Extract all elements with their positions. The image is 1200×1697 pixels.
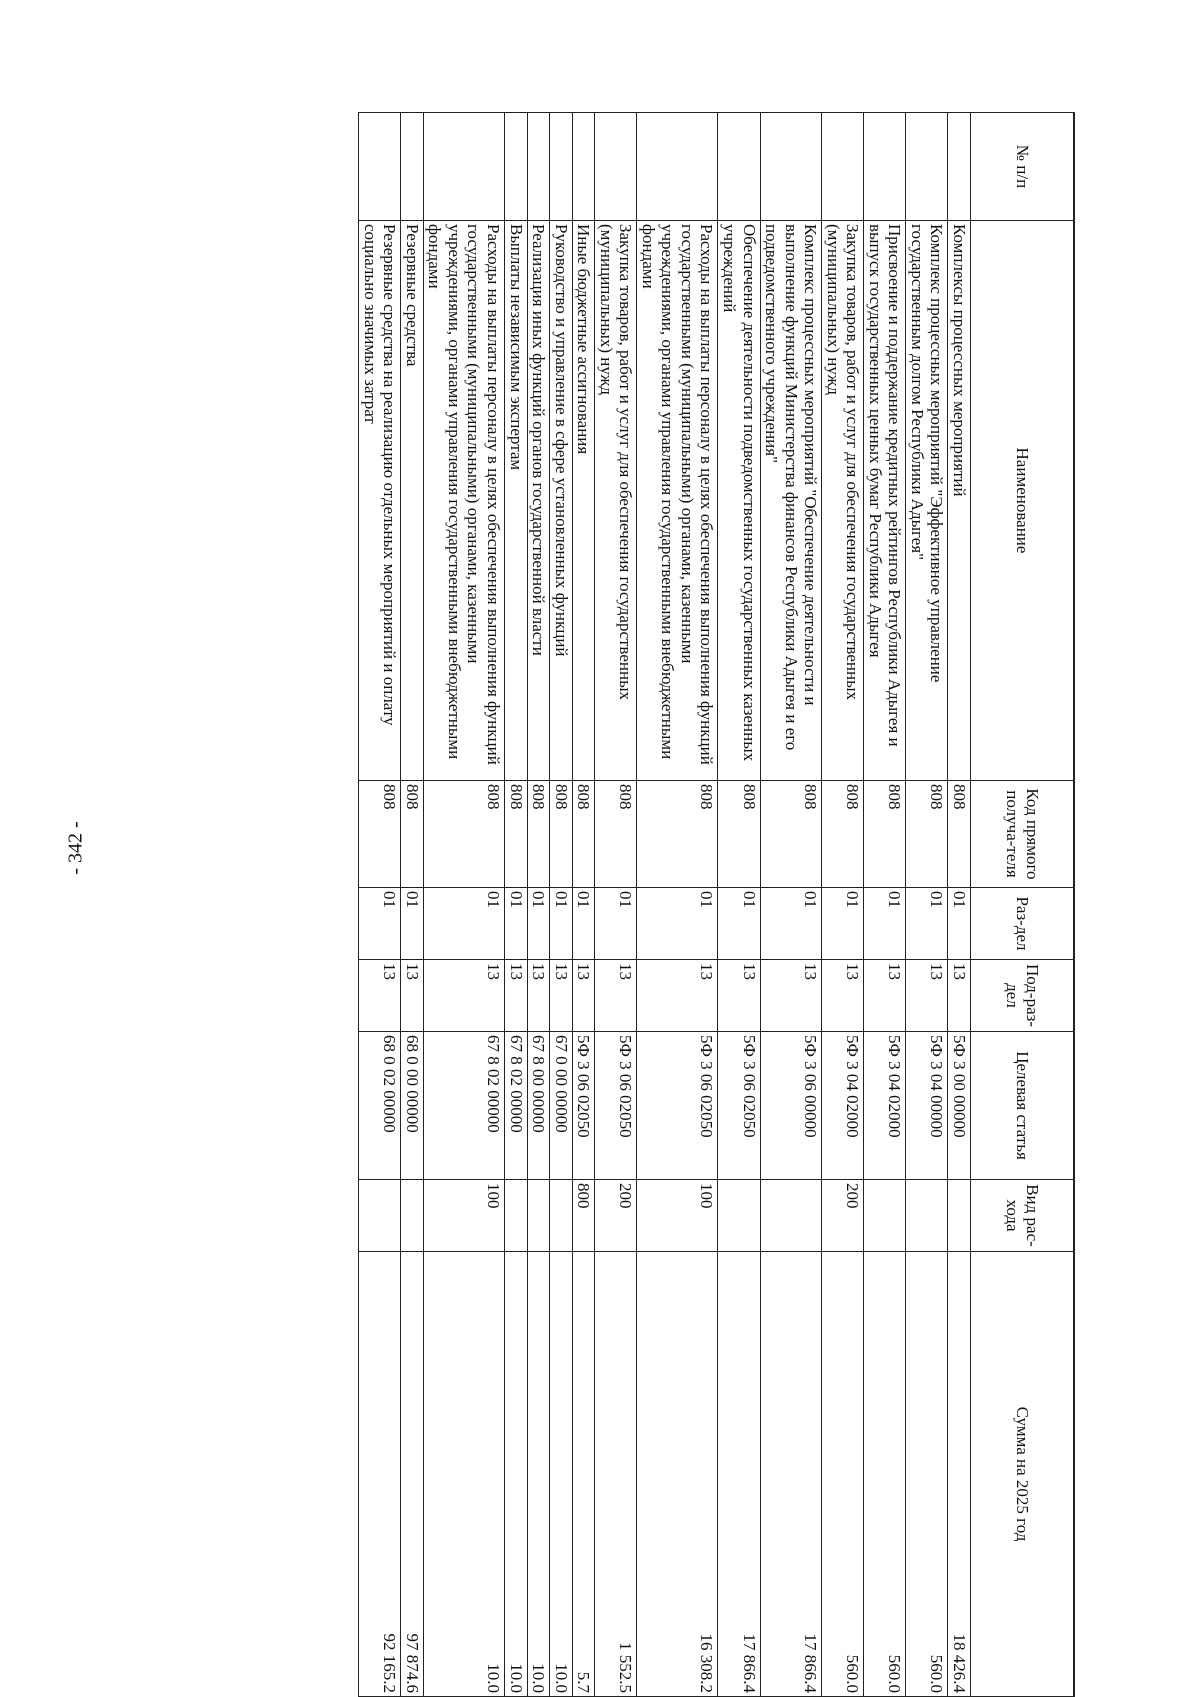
cell-type bbox=[550, 1180, 573, 1252]
cell-target: 5Ф 3 06 02050 bbox=[595, 1032, 637, 1180]
cell-target: 5Ф 3 00 00000 bbox=[948, 1032, 971, 1180]
cell-target: 5Ф 3 06 02050 bbox=[718, 1032, 760, 1180]
header-code: Код прямого получа-теля bbox=[971, 781, 1075, 888]
header-num: № п/п bbox=[971, 113, 1075, 221]
cell-code: 808 bbox=[906, 781, 948, 888]
cell-subsection: 13 bbox=[906, 960, 948, 1032]
cell-subsection: 13 bbox=[423, 960, 504, 1032]
cell-section: 01 bbox=[504, 888, 527, 960]
cell-sum: 560.0 bbox=[906, 1252, 948, 1697]
cell-code: 808 bbox=[527, 781, 550, 888]
cell-subsection: 13 bbox=[401, 960, 424, 1032]
cell-target: 68 0 02 00000 bbox=[359, 1032, 401, 1180]
cell-section: 01 bbox=[359, 888, 401, 960]
page-number: - 342 - bbox=[64, 821, 87, 875]
cell-subsection: 13 bbox=[550, 960, 573, 1032]
cell-num bbox=[595, 113, 637, 221]
cell-section: 01 bbox=[760, 888, 822, 960]
cell-name: Обеспечение деятельности подведомственных государственных казенных учреждений bbox=[718, 221, 760, 781]
cell-subsection: 13 bbox=[637, 960, 718, 1032]
cell-target: 5Ф 3 06 00000 bbox=[760, 1032, 822, 1180]
cell-name: Комплекс процессных мероприятий "Эффективное управление государственным долгом Республики Адыгея" bbox=[906, 221, 948, 781]
cell-type bbox=[359, 1180, 401, 1252]
cell-sum: 10.0 bbox=[550, 1252, 573, 1697]
table-row bbox=[550, 113, 573, 1697]
cell-type bbox=[401, 1180, 424, 1252]
cell-section: 01 bbox=[572, 888, 595, 960]
table-row bbox=[948, 113, 971, 1697]
cell-subsection: 13 bbox=[822, 960, 864, 1032]
cell-name: Иные бюджетные ассигнования bbox=[572, 221, 595, 781]
cell-section: 01 bbox=[550, 888, 573, 960]
cell-sum: 16 308.2 bbox=[637, 1252, 718, 1697]
cell-code: 808 bbox=[718, 781, 760, 888]
cell-code: 808 bbox=[550, 781, 573, 888]
header-subsection: Под-раз-дел bbox=[971, 960, 1075, 1032]
cell-code: 808 bbox=[760, 781, 822, 888]
header-name: Наименование bbox=[971, 221, 1075, 781]
cell-name: Реализация иных функций органов государственной власти bbox=[527, 221, 550, 781]
cell-section: 01 bbox=[906, 888, 948, 960]
cell-subsection: 13 bbox=[718, 960, 760, 1032]
table-row bbox=[359, 113, 401, 1697]
cell-name: Присвоение и поддержание кредитных рейтингов Республики Адыгея и выпуск государственных ценных бумаг Республики Адыгея bbox=[864, 221, 906, 781]
cell-type: 200 bbox=[595, 1180, 637, 1252]
cell-code: 808 bbox=[948, 781, 971, 888]
cell-subsection: 13 bbox=[948, 960, 971, 1032]
cell-code: 808 bbox=[864, 781, 906, 888]
table-row bbox=[504, 113, 527, 1697]
cell-name: Расходы на выплаты персоналу в целях обеспечения выполнения функций государственными (муниципальными) органами, казенными учреждениями, органами управления государственными внебюджетными фондами bbox=[637, 221, 718, 781]
cell-type bbox=[504, 1180, 527, 1252]
cell-name: Выплаты независимым экспертам bbox=[504, 221, 527, 781]
cell-code: 808 bbox=[401, 781, 424, 888]
cell-section: 01 bbox=[637, 888, 718, 960]
cell-name: Закупка товаров, работ и услуг для обеспечения государственных (муниципальных) нужд bbox=[822, 221, 864, 781]
cell-sum: 92 165.2 bbox=[359, 1252, 401, 1697]
cell-num bbox=[572, 113, 595, 221]
cell-name: Комплексы процессных мероприятий bbox=[948, 221, 971, 781]
cell-sum: 97 874.6 bbox=[401, 1252, 424, 1697]
cell-target: 67 8 02 00000 bbox=[423, 1032, 504, 1180]
cell-target: 67 8 02 00000 bbox=[504, 1032, 527, 1180]
cell-code: 808 bbox=[423, 781, 504, 888]
cell-target: 5Ф 3 04 00000 bbox=[906, 1032, 948, 1180]
cell-name: Расходы на выплаты персоналу в целях обеспечения выполнения функций государственными (муниципальными) органами, казенными учреждениями, органами управления государственными внебюджетными фондами bbox=[423, 221, 504, 781]
cell-name: Резервные средства bbox=[401, 221, 424, 781]
cell-num bbox=[359, 113, 401, 221]
cell-target: 68 0 00 00000 bbox=[401, 1032, 424, 1180]
cell-type bbox=[527, 1180, 550, 1252]
header-sum: Сумма на 2025 год bbox=[971, 1252, 1075, 1697]
cell-sum: 18 426.4 bbox=[948, 1252, 971, 1697]
cell-num bbox=[504, 113, 527, 221]
cell-section: 01 bbox=[718, 888, 760, 960]
cell-section: 01 bbox=[527, 888, 550, 960]
cell-num bbox=[401, 113, 424, 221]
table-row bbox=[760, 113, 822, 1697]
header-type: Вид рас-хода bbox=[971, 1180, 1075, 1252]
table-body bbox=[359, 113, 971, 1697]
cell-num bbox=[760, 113, 822, 221]
cell-num bbox=[718, 113, 760, 221]
table-row bbox=[906, 113, 948, 1697]
cell-num bbox=[822, 113, 864, 221]
cell-target: 67 8 00 00000 bbox=[527, 1032, 550, 1180]
header-target: Целевая статья bbox=[971, 1032, 1075, 1180]
table-row bbox=[401, 113, 424, 1697]
table-row bbox=[864, 113, 906, 1697]
table-row bbox=[527, 113, 550, 1697]
cell-type: 800 bbox=[572, 1180, 595, 1252]
cell-num bbox=[527, 113, 550, 221]
cell-num bbox=[423, 113, 504, 221]
cell-num bbox=[864, 113, 906, 221]
cell-sum: 560.0 bbox=[822, 1252, 864, 1697]
cell-target: 5Ф 3 06 02050 bbox=[637, 1032, 718, 1180]
table-row bbox=[595, 113, 637, 1697]
table-row bbox=[822, 113, 864, 1697]
cell-sum: 17 866.4 bbox=[718, 1252, 760, 1697]
cell-sum: 10.0 bbox=[504, 1252, 527, 1697]
cell-sum: 5.7 bbox=[572, 1252, 595, 1697]
cell-num bbox=[550, 113, 573, 221]
table-row bbox=[637, 113, 718, 1697]
cell-code: 808 bbox=[359, 781, 401, 888]
cell-section: 01 bbox=[822, 888, 864, 960]
cell-name: Руководство и управление в сфере установленных функций bbox=[550, 221, 573, 781]
cell-num bbox=[948, 113, 971, 221]
cell-type bbox=[864, 1180, 906, 1252]
budget-table bbox=[358, 112, 1075, 1697]
cell-type: 200 bbox=[822, 1180, 864, 1252]
cell-sum: 10.0 bbox=[527, 1252, 550, 1697]
cell-num bbox=[637, 113, 718, 221]
cell-section: 01 bbox=[595, 888, 637, 960]
cell-subsection: 13 bbox=[760, 960, 822, 1032]
cell-code: 808 bbox=[822, 781, 864, 888]
cell-type: 100 bbox=[423, 1180, 504, 1252]
cell-type bbox=[760, 1180, 822, 1252]
cell-type bbox=[948, 1180, 971, 1252]
cell-type: 100 bbox=[637, 1180, 718, 1252]
table-row bbox=[572, 113, 595, 1697]
cell-subsection: 13 bbox=[359, 960, 401, 1032]
cell-code: 808 bbox=[595, 781, 637, 888]
cell-sum: 1 552.5 bbox=[595, 1252, 637, 1697]
cell-subsection: 13 bbox=[864, 960, 906, 1032]
table-row bbox=[423, 113, 504, 1697]
cell-type bbox=[906, 1180, 948, 1252]
cell-target: 5Ф 3 04 02000 bbox=[864, 1032, 906, 1180]
cell-subsection: 13 bbox=[572, 960, 595, 1032]
cell-sum: 10.0 bbox=[423, 1252, 504, 1697]
cell-name: Комплекс процессных мероприятий "Обеспечение деятельности и выполнение функций Министерства финансов Республики Адыгея и его подведомственного учреждения" bbox=[760, 221, 822, 781]
cell-code: 808 bbox=[637, 781, 718, 888]
cell-code: 808 bbox=[572, 781, 595, 888]
cell-type bbox=[718, 1180, 760, 1252]
cell-section: 01 bbox=[401, 888, 424, 960]
cell-subsection: 13 bbox=[595, 960, 637, 1032]
cell-target: 5Ф 3 04 02000 bbox=[822, 1032, 864, 1180]
cell-name: Закупка товаров, работ и услуг для обеспечения государственных (муниципальных) нужд bbox=[595, 221, 637, 781]
cell-num bbox=[906, 113, 948, 221]
cell-target: 67 0 00 00000 bbox=[550, 1032, 573, 1180]
cell-section: 01 bbox=[423, 888, 504, 960]
cell-target: 5Ф 3 06 02050 bbox=[572, 1032, 595, 1180]
cell-section: 01 bbox=[948, 888, 971, 960]
cell-sum: 17 866.4 bbox=[760, 1252, 822, 1697]
budget-table-container bbox=[115, 112, 1075, 1696]
table-header-row bbox=[971, 113, 1075, 1697]
cell-section: 01 bbox=[864, 888, 906, 960]
header-section: Раз-дел bbox=[971, 888, 1075, 960]
cell-name: Резервные средства на реализацию отдельных мероприятий и оплату социально значимых затрат bbox=[359, 221, 401, 781]
table-row bbox=[718, 113, 760, 1697]
cell-sum: 560.0 bbox=[864, 1252, 906, 1697]
cell-code: 808 bbox=[504, 781, 527, 888]
cell-subsection: 13 bbox=[527, 960, 550, 1032]
cell-subsection: 13 bbox=[504, 960, 527, 1032]
